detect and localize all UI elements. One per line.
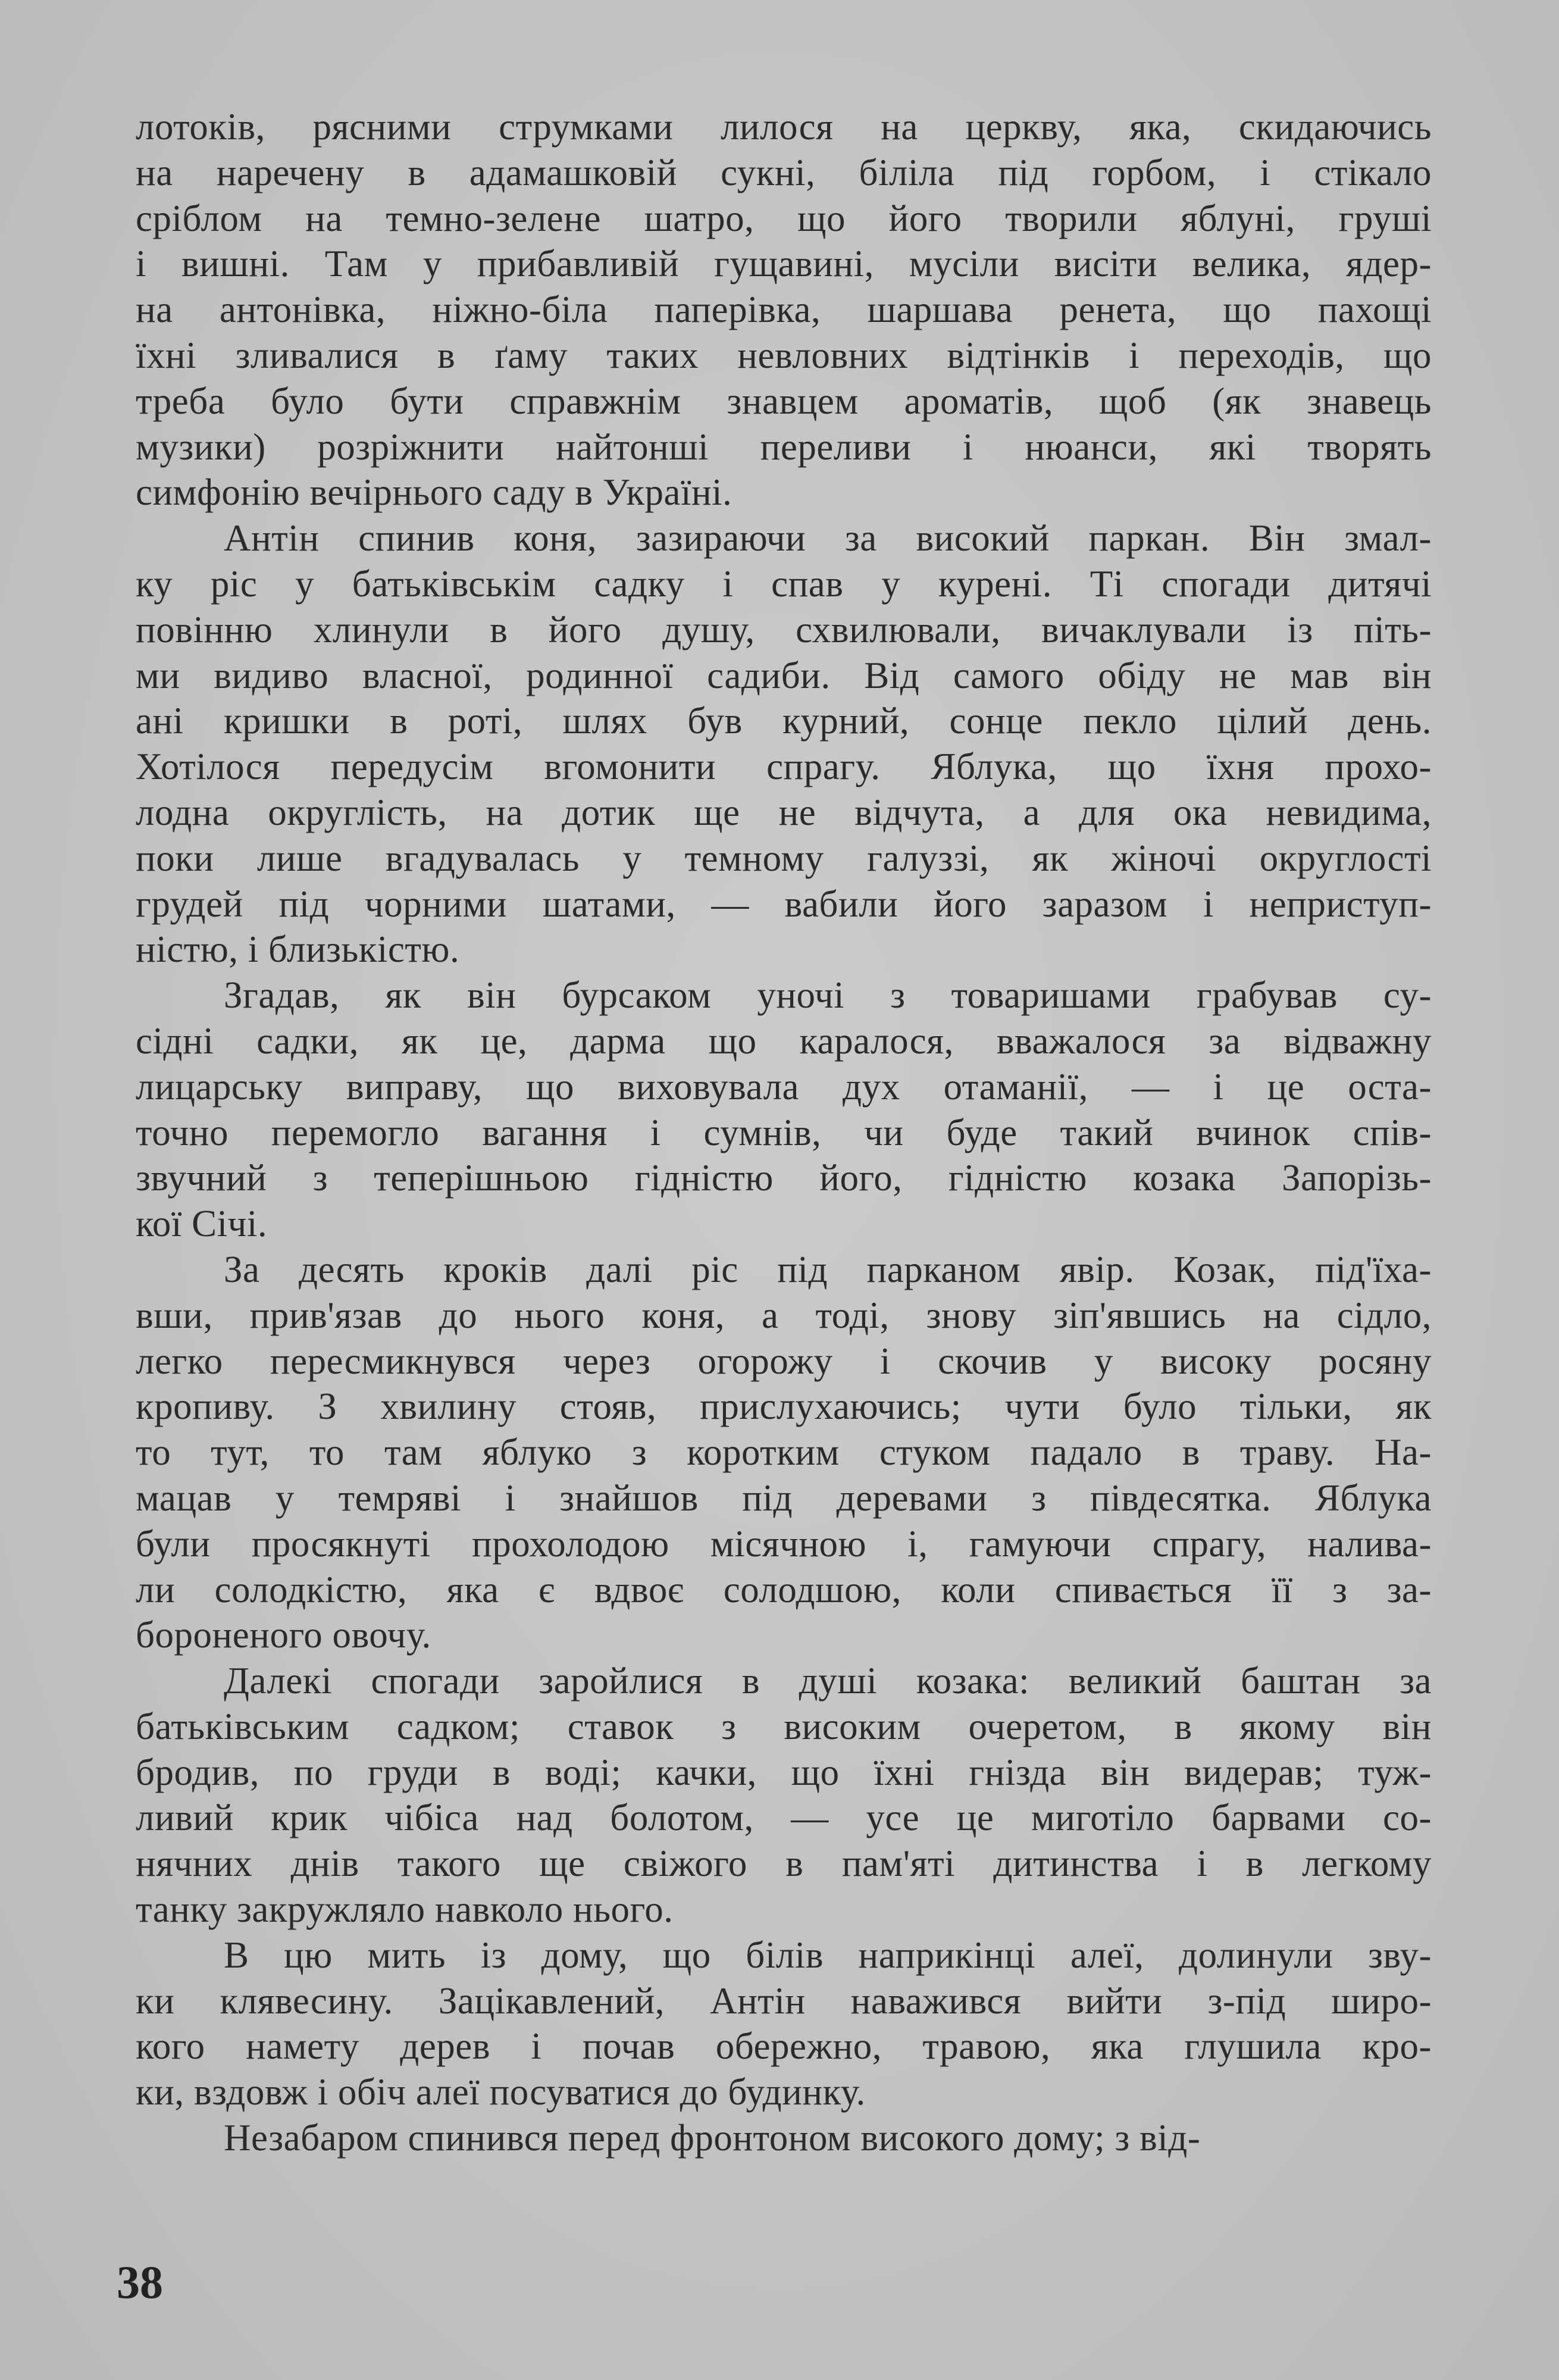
- paragraph: [136, 1247, 1432, 1658]
- text-line: ми видиво власної, родинної садиби. Від самого обіду не мав він: [136, 654, 1432, 696]
- text-line: поки лише вгадувалась у темному галуззі, як жіночі округлості: [136, 837, 1432, 879]
- text-line: танку закружляло навколо нього.: [136, 1888, 674, 1931]
- text-line: Далекі спогади заройлися в душі козака: великий баштан за: [224, 1660, 1432, 1702]
- text-line: грудей під чорними шатами, — вабили його заразом і неприступ-: [136, 883, 1432, 925]
- text-line: на антонівка, ніжно-біла паперівка, шаршава ренета, що пахощі: [136, 289, 1432, 331]
- text-line: сріблом на темно-зелене шатро, що його творили яблуні, груші: [136, 197, 1432, 239]
- text-line: сідні садки, як це, дарма що каралося, вважалося за відважну: [136, 1019, 1432, 1062]
- text-line: і вишні. Там у прибавливій гущавині, мусіли висіти велика, ядер-: [136, 243, 1432, 285]
- text-line: ли солодкістю, яка є вдвоє солодшою, коли спивається її з за-: [136, 1568, 1432, 1610]
- text-line: За десять кроків далі ріс під парканом явір. Козак, під'їха-: [224, 1248, 1432, 1290]
- text-line: батьківським садком; ставок з високим очеретом, в якому він: [136, 1705, 1432, 1747]
- text-line: лицарську виправу, що виховувала дух отаманії, — і це оста-: [136, 1065, 1432, 1108]
- page-number: 38: [117, 2256, 163, 2308]
- paragraph: [136, 972, 1432, 1247]
- text-line: симфонію вечірнього саду в Україні.: [136, 471, 732, 514]
- paragraph: [136, 104, 1432, 515]
- text-line: ані кришки в роті, шлях був курний, сонце пекло цілий день.: [136, 700, 1432, 742]
- paragraph: [136, 2115, 1432, 2161]
- text-line: ки клявесину. Зацікавлений, Антін наважився вийти з-під широ-: [136, 1979, 1432, 2022]
- paragraph: [136, 1932, 1432, 2115]
- text-line: В цю мить із дому, що білів наприкінці алеї, долинули зву-: [224, 1934, 1432, 1976]
- text-line: точно перемогло вагання і сумнів, чи буде такий вчинок спів-: [136, 1111, 1432, 1153]
- text-line: ки, вздовж і обіч алеї посуватися до будинку.: [136, 2071, 866, 2113]
- text-line: кої Січі.: [136, 1203, 268, 1245]
- body-text: [136, 104, 1432, 2161]
- text-line: Антін спинив коня, зазираючи за високий паркан. Він змал-: [224, 517, 1432, 559]
- text-line: нячних днів такого ще свіжого в пам'яті дитинства і в легкому: [136, 1843, 1432, 1885]
- text-line: бороненого овочу.: [136, 1614, 431, 1656]
- paragraph: [136, 515, 1432, 972]
- text-line: кропиву. З хвилину стояв, прислухаючись; чути було тільки, як: [136, 1386, 1432, 1428]
- text-line: то тут, то там яблуко з коротким стуком падало в траву. На-: [136, 1431, 1432, 1474]
- text-line: Незабаром спинився перед фронтоном високого дому; з від-: [224, 2117, 1201, 2159]
- text-line: були просякнуті прохолодою місячною і, гамуючи спрагу, налива-: [136, 1522, 1432, 1565]
- text-line: їхні зливалися в ґаму таких невловних відтінків і переходів, що: [136, 334, 1432, 376]
- text-line: музики) розріжнити найтонші переливи і нюанси, які творять: [136, 426, 1432, 468]
- text-line: вши, прив'язав до нього коня, а тоді, знову зіп'явшись на сідло,: [136, 1294, 1432, 1336]
- text-line: бродив, по груди в воді; качки, що їхні гнізда він видерав; туж-: [136, 1751, 1432, 1793]
- text-line: ку ріс у батьківськім садку і спав у курені. Ті спогади дитячі: [136, 562, 1432, 605]
- text-line: легко пересмикнувся через огорожу і скочив у високу росяну: [136, 1340, 1432, 1382]
- text-line: мацав у темряві і знайшов під деревами з півдесятка. Яблука: [136, 1477, 1432, 1519]
- text-line: лотоків, рясними струмками лилося на церкву, яка, скидаючись: [136, 106, 1432, 148]
- text-line: Згадав, як він бурсаком уночі з товаришами грабував су-: [224, 974, 1432, 1017]
- text-line: ливий крик чібіса над болотом, — усе це миготіло барвами со-: [136, 1797, 1432, 1839]
- text-line: кого намету дерев і почав обережно, травою, яка глушила кро-: [136, 2025, 1432, 2068]
- text-line: ністю, і близькістю.: [136, 928, 460, 971]
- text-line: лодна округлість, на дотик ще не відчута, а для ока невидима,: [136, 791, 1432, 833]
- text-line: Хотілося передусім вгомонити спрагу. Яблука, що їхня прохо-: [136, 746, 1432, 788]
- paragraph: [136, 1658, 1432, 1932]
- text-line: звучний з теперішньою гідністю його, гідністю козака Запорізь-: [136, 1157, 1432, 1199]
- text-line: треба було бути справжнім знавцем ароматів, щоб (як знавець: [136, 380, 1432, 422]
- text-line: повінню хлинули в його душу, схвилювали, вичаклували із піть-: [136, 608, 1432, 650]
- text-line: на наречену в адамашковій сукні, біліла під горбом, і стікало: [136, 151, 1432, 193]
